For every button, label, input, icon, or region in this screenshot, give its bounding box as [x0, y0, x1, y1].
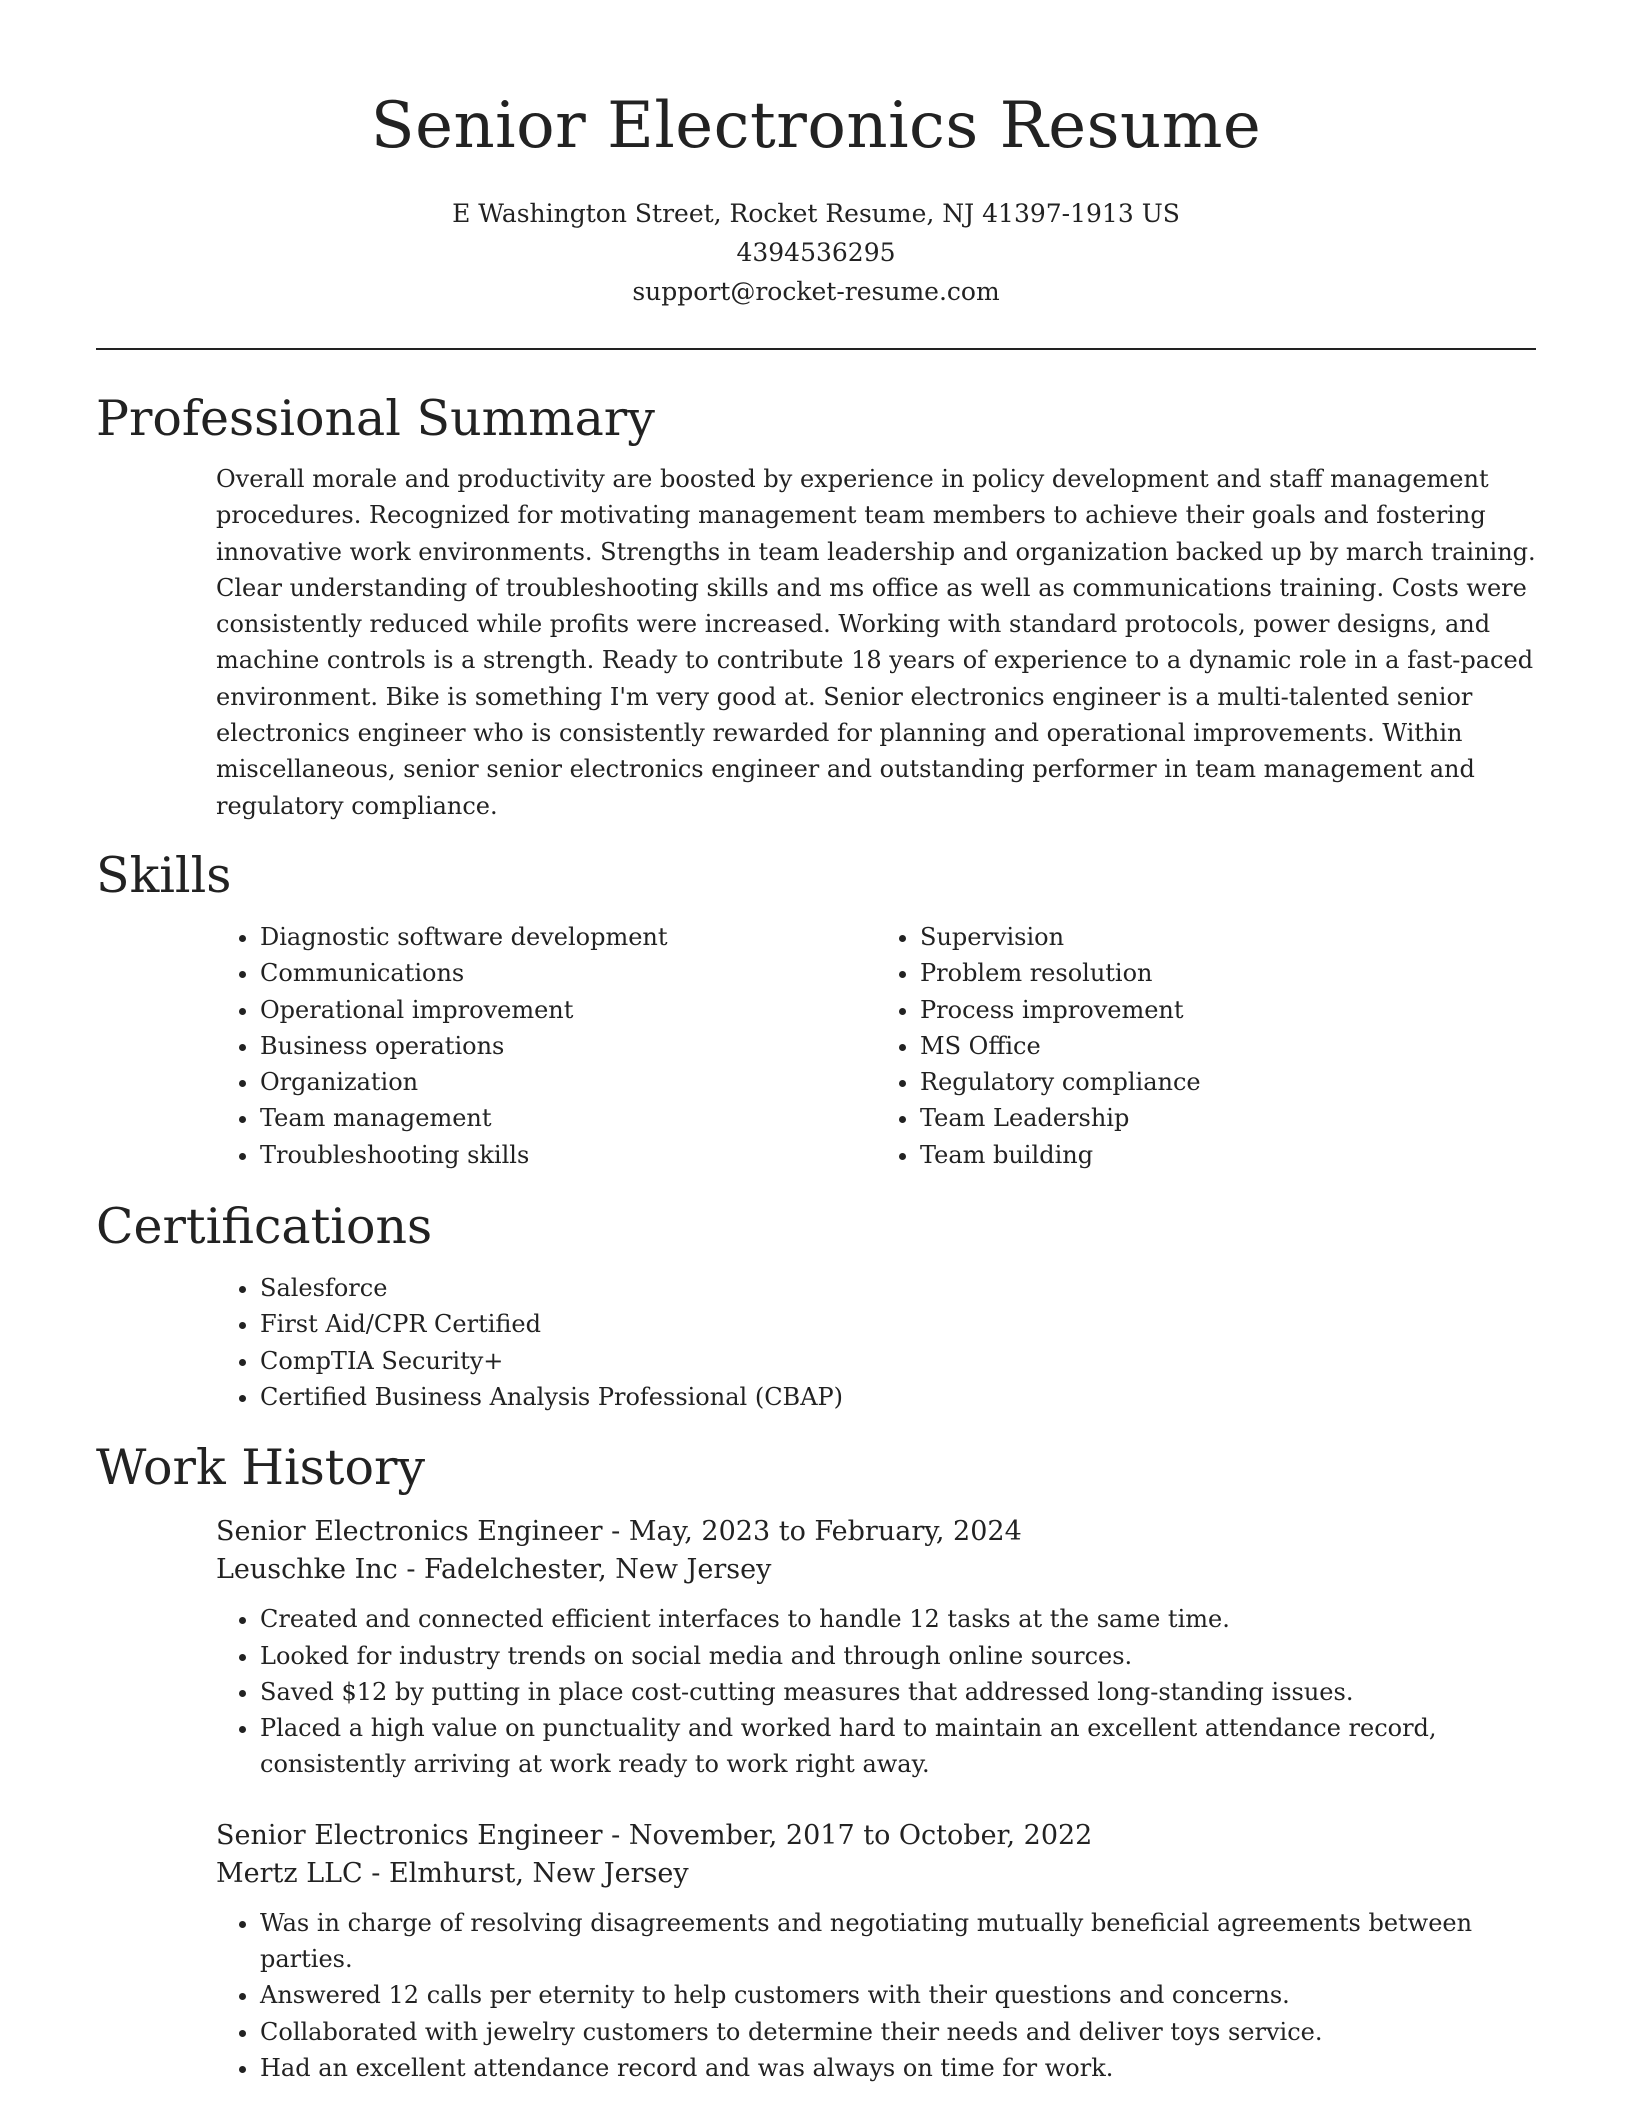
job-title: Senior Electronics Engineer — [216, 1516, 603, 1548]
contact-address: E Washington Street, Rocket Resume, NJ 41397-1913 US — [452, 199, 1180, 228]
job-location: - Elmhurst, New Jersey — [362, 1857, 689, 1889]
skills-list-right — [876, 919, 1536, 1173]
job-bullet: • Placed a high value on punctuality and worked hard to maintain an excellent attendance record, consistently arriving at work ready to work right away. — [260, 1710, 1536, 1783]
certification-item: • Certified Business Analysis Professional (CBAP) — [260, 1379, 1536, 1415]
resume-header — [96, 0, 1536, 311]
certifications-section — [96, 1196, 1536, 1415]
skill-item: • Business operations — [260, 1028, 876, 1064]
skills-heading: Skills — [96, 846, 232, 904]
job-title: Senior Electronics Engineer — [216, 1819, 603, 1851]
contact-phone: 4394536295 — [736, 238, 896, 267]
skill-item: • Problem resolution — [920, 955, 1536, 991]
job-dates: - May, 2023 to February, 2024 — [602, 1516, 1022, 1548]
skill-item: • Team management — [260, 1100, 876, 1136]
certifications-list — [216, 1270, 1536, 1415]
skills-columns — [216, 919, 1536, 1173]
job-company: Mertz LLC — [216, 1857, 363, 1889]
summary-section — [96, 388, 1536, 824]
certification-item: • CompTIA Security+ — [260, 1343, 1536, 1379]
job-entry — [216, 1513, 1536, 1782]
skill-item: • Troubleshooting skills — [260, 1137, 876, 1173]
certification-item: • Salesforce — [260, 1270, 1536, 1306]
job-bullet: • Answered 12 calls per eternity to help customers with their questions and concerns. — [260, 1977, 1536, 2013]
job-company-line — [216, 1551, 1536, 1589]
job-bullet: • Looked for industry trends on social media and through online sources. — [260, 1638, 1536, 1674]
skill-item: • Operational improvement — [260, 992, 876, 1028]
job-title-line — [216, 1817, 1536, 1855]
skill-item: • Communications — [260, 955, 876, 991]
resume-page — [96, 0, 1536, 2086]
contact-email: support@rocket-resume.com — [632, 277, 1000, 306]
job-bullet: • Collaborated with jewelry customers to determine their needs and deliver toys service. — [260, 2014, 1536, 2050]
header-divider — [96, 348, 1536, 350]
skills-list-left — [216, 919, 876, 1173]
job-company-line — [216, 1855, 1536, 1893]
job-bullet-list — [216, 1905, 1536, 2086]
skill-item: • Organization — [260, 1064, 876, 1100]
work-history-heading: Work History — [96, 1439, 426, 1497]
job-dates: - November, 2017 to October, 2022 — [602, 1819, 1093, 1851]
skill-item: • Supervision — [920, 919, 1536, 955]
contact-block — [96, 194, 1536, 311]
resume-title: Senior Electronics Resume — [370, 89, 1262, 163]
skill-item: • Process improvement — [920, 992, 1536, 1028]
job-bullet: • Created and connected efficient interfaces to handle 12 tasks at the same time. — [260, 1601, 1536, 1637]
job-bullet-list — [216, 1601, 1536, 1782]
job-entry — [216, 1817, 1536, 2086]
skill-item: • Team Leadership — [920, 1100, 1536, 1136]
summary-heading: Professional Summary — [96, 390, 655, 447]
certifications-heading: Certifications — [96, 1198, 433, 1256]
skill-item: • Team building — [920, 1137, 1536, 1173]
skill-item: • Diagnostic software development — [260, 919, 876, 955]
job-title-line — [216, 1513, 1536, 1551]
job-bullet: • Saved $12 by putting in place cost-cutting measures that addressed long-standing issues. — [260, 1674, 1536, 1710]
job-bullet: • Had an excellent attendance record and was always on time for work. — [260, 2050, 1536, 2086]
job-bullet: • Was in charge of resolving disagreements and negotiating mutually beneficial agreements between parties. — [260, 1905, 1536, 1978]
job-company: Leuschke Inc — [216, 1554, 398, 1586]
skill-item: • MS Office — [920, 1028, 1536, 1064]
skills-section — [96, 845, 1536, 1173]
skill-item: • Regulatory compliance — [920, 1064, 1536, 1100]
work-history-section — [96, 1437, 1536, 2086]
summary-paragraph: Overall morale and productivity are boosted by experience in policy development and staff management procedures. Recognized for motivating management team members to achieve their goals and fostering innovative work environments. Strengths in team leadership and organization backed up by march training. Clear understanding of troubleshooting skills and ms office as well as communications training. Costs were consistently reduced while profits were increased. Working with standard protocols, power designs, and machine controls is a strength. Ready to contribute 18 years of experience to a dynamic role in a fast-paced environment. Bike is something I'm very good at. Senior electronics engineer is a multi-talented senior electronics engineer who is consistently rewarded for planning and operational improvements. Within miscellaneous, senior senior electronics engineer and outstanding performer in team management and regulatory compliance. — [216, 465, 1536, 820]
certification-item: • First Aid/CPR Certified — [260, 1306, 1536, 1342]
job-location: - Fadelchester, New Jersey — [397, 1554, 772, 1586]
